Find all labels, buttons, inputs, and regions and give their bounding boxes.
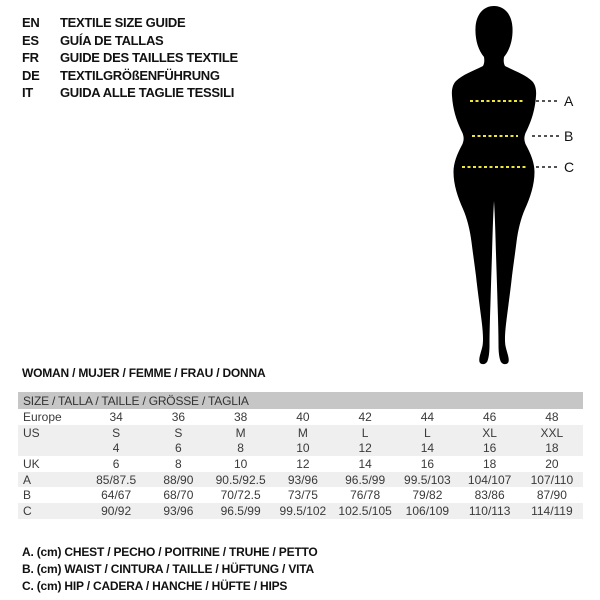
woman-silhouette (452, 6, 536, 364)
size-cell: 40 (296, 409, 310, 424)
size-cell: 18 (482, 456, 497, 471)
size-cell: M (297, 425, 308, 440)
language-title: TEXTILGRÖßENFÜHRUNG (60, 67, 220, 83)
size-cell: 46 (482, 409, 497, 424)
table-header-row (18, 392, 583, 409)
size-cell: 18 (545, 441, 559, 456)
size-cell: L (361, 425, 369, 440)
size-cell: 107/110 (530, 472, 574, 487)
size-cell: 88/90 (163, 472, 194, 487)
size-cell: XL (482, 425, 497, 440)
size-cell: 8 (237, 441, 244, 456)
marker-label-c: C (564, 159, 575, 175)
size-cell: 14 (420, 441, 435, 456)
size-cell: 16 (420, 456, 435, 471)
row-label: A (23, 472, 32, 487)
language-code: DE (22, 67, 40, 83)
size-cell: 20 (545, 456, 559, 471)
measurement-legend (22, 544, 318, 595)
row-label: C (23, 503, 32, 518)
language-code: FR (22, 50, 39, 65)
language-row (22, 49, 238, 67)
gender-heading: WOMAN / MUJER / FEMME / FRAU / DONNA (22, 366, 266, 380)
size-cell: 34 (109, 409, 123, 424)
row-label: B (23, 488, 32, 503)
size-cell: 104/107 (467, 472, 512, 487)
size-cell: 64/67 (101, 488, 132, 503)
size-cell: 42 (358, 409, 372, 424)
size-cell: 90.5/92.5 (215, 472, 266, 487)
language-title: TEXTILE SIZE GUIDE (60, 15, 186, 30)
size-cell: 12 (358, 441, 372, 456)
marker-label-b: B (564, 128, 574, 144)
table-row-us-numbers (18, 440, 583, 456)
language-code: EN (22, 15, 40, 30)
language-row (22, 32, 238, 50)
size-cell: 114/119 (531, 503, 573, 518)
table-row-chest (18, 472, 583, 488)
legend-line-hip: C. (cm) HIP / CADERA / HANCHE / HÜFTE / HIPS (22, 579, 288, 593)
size-cell: 6 (112, 456, 120, 471)
size-cell: 85/87.5 (96, 472, 137, 487)
size-cell: 48 (545, 409, 559, 424)
row-label: Europe (23, 409, 62, 424)
size-cell: 87/90 (536, 488, 567, 503)
size-cell: 16 (482, 441, 497, 456)
language-row (22, 14, 238, 32)
size-cell: 10 (296, 441, 310, 456)
size-cell: 79/82 (412, 488, 443, 503)
size-cell: 96.5/99 (345, 472, 386, 487)
size-cell: 70/72.5 (220, 488, 261, 503)
language-title: GUIDA ALLE TAGLIE TESSILI (60, 85, 235, 100)
row-label (18, 440, 85, 456)
size-cell: S (112, 425, 121, 440)
size-cell: XXL (540, 425, 564, 440)
size-cell: 110/113 (468, 503, 511, 518)
language-code: IT (22, 85, 33, 100)
size-cell: 12 (296, 456, 310, 471)
size-cell: 38 (233, 409, 248, 424)
language-row (22, 67, 238, 85)
language-title: GUIDE DES TAILLES TEXTILE (60, 50, 238, 65)
size-cell: M (235, 425, 246, 440)
size-cell: 83/86 (474, 488, 505, 503)
size-cell: 99.5/103 (404, 472, 451, 487)
row-label: US (23, 425, 40, 440)
language-code: ES (22, 32, 39, 48)
size-cell: L (424, 425, 431, 440)
size-cell: 99.5/102 (279, 503, 327, 518)
legend-line-waist: B. (cm) WAIST / CINTURA / TAILLE / HÜFTUNG / VITA (22, 562, 314, 576)
size-cell: 93/96 (163, 503, 194, 518)
row-label: UK (23, 456, 40, 471)
size-cell: 76/78 (350, 488, 381, 503)
size-cell: 106/109 (405, 503, 450, 518)
table-row-europe (18, 409, 583, 425)
size-cell: 90/92 (101, 503, 132, 518)
size-cell: 4 (112, 441, 120, 456)
size-cell: S (174, 425, 183, 440)
language-title-block (22, 14, 238, 102)
size-cell: 73/75 (287, 488, 318, 503)
table-row-waist (18, 487, 583, 503)
size-table (18, 392, 583, 519)
size-cell: 8 (175, 456, 182, 471)
size-cell: 44 (420, 409, 435, 424)
language-title: GUÍA DE TALLAS (60, 32, 164, 48)
table-row-us-letters (18, 425, 583, 441)
size-cell: 10 (233, 456, 248, 471)
size-cell: 68/70 (163, 488, 194, 503)
size-cell: 96.5/99 (220, 503, 261, 518)
measurement-figure (398, 2, 590, 374)
size-cell: 102.5/105 (338, 503, 392, 518)
language-row (22, 84, 238, 102)
table-header: SIZE / TALLA / TAILLE / GRÖSSE / TAGLIA (18, 392, 583, 409)
table-row-uk (18, 456, 583, 472)
size-cell: 93/96 (287, 472, 318, 487)
size-cell: 14 (358, 456, 372, 471)
marker-label-a: A (564, 93, 574, 109)
legend-line-chest: A. (cm) CHEST / PECHO / POITRINE / TRUHE / PETTO (22, 545, 318, 559)
table-row-hip (18, 503, 583, 519)
size-cell: 36 (171, 409, 186, 424)
size-cell: 6 (175, 441, 182, 456)
